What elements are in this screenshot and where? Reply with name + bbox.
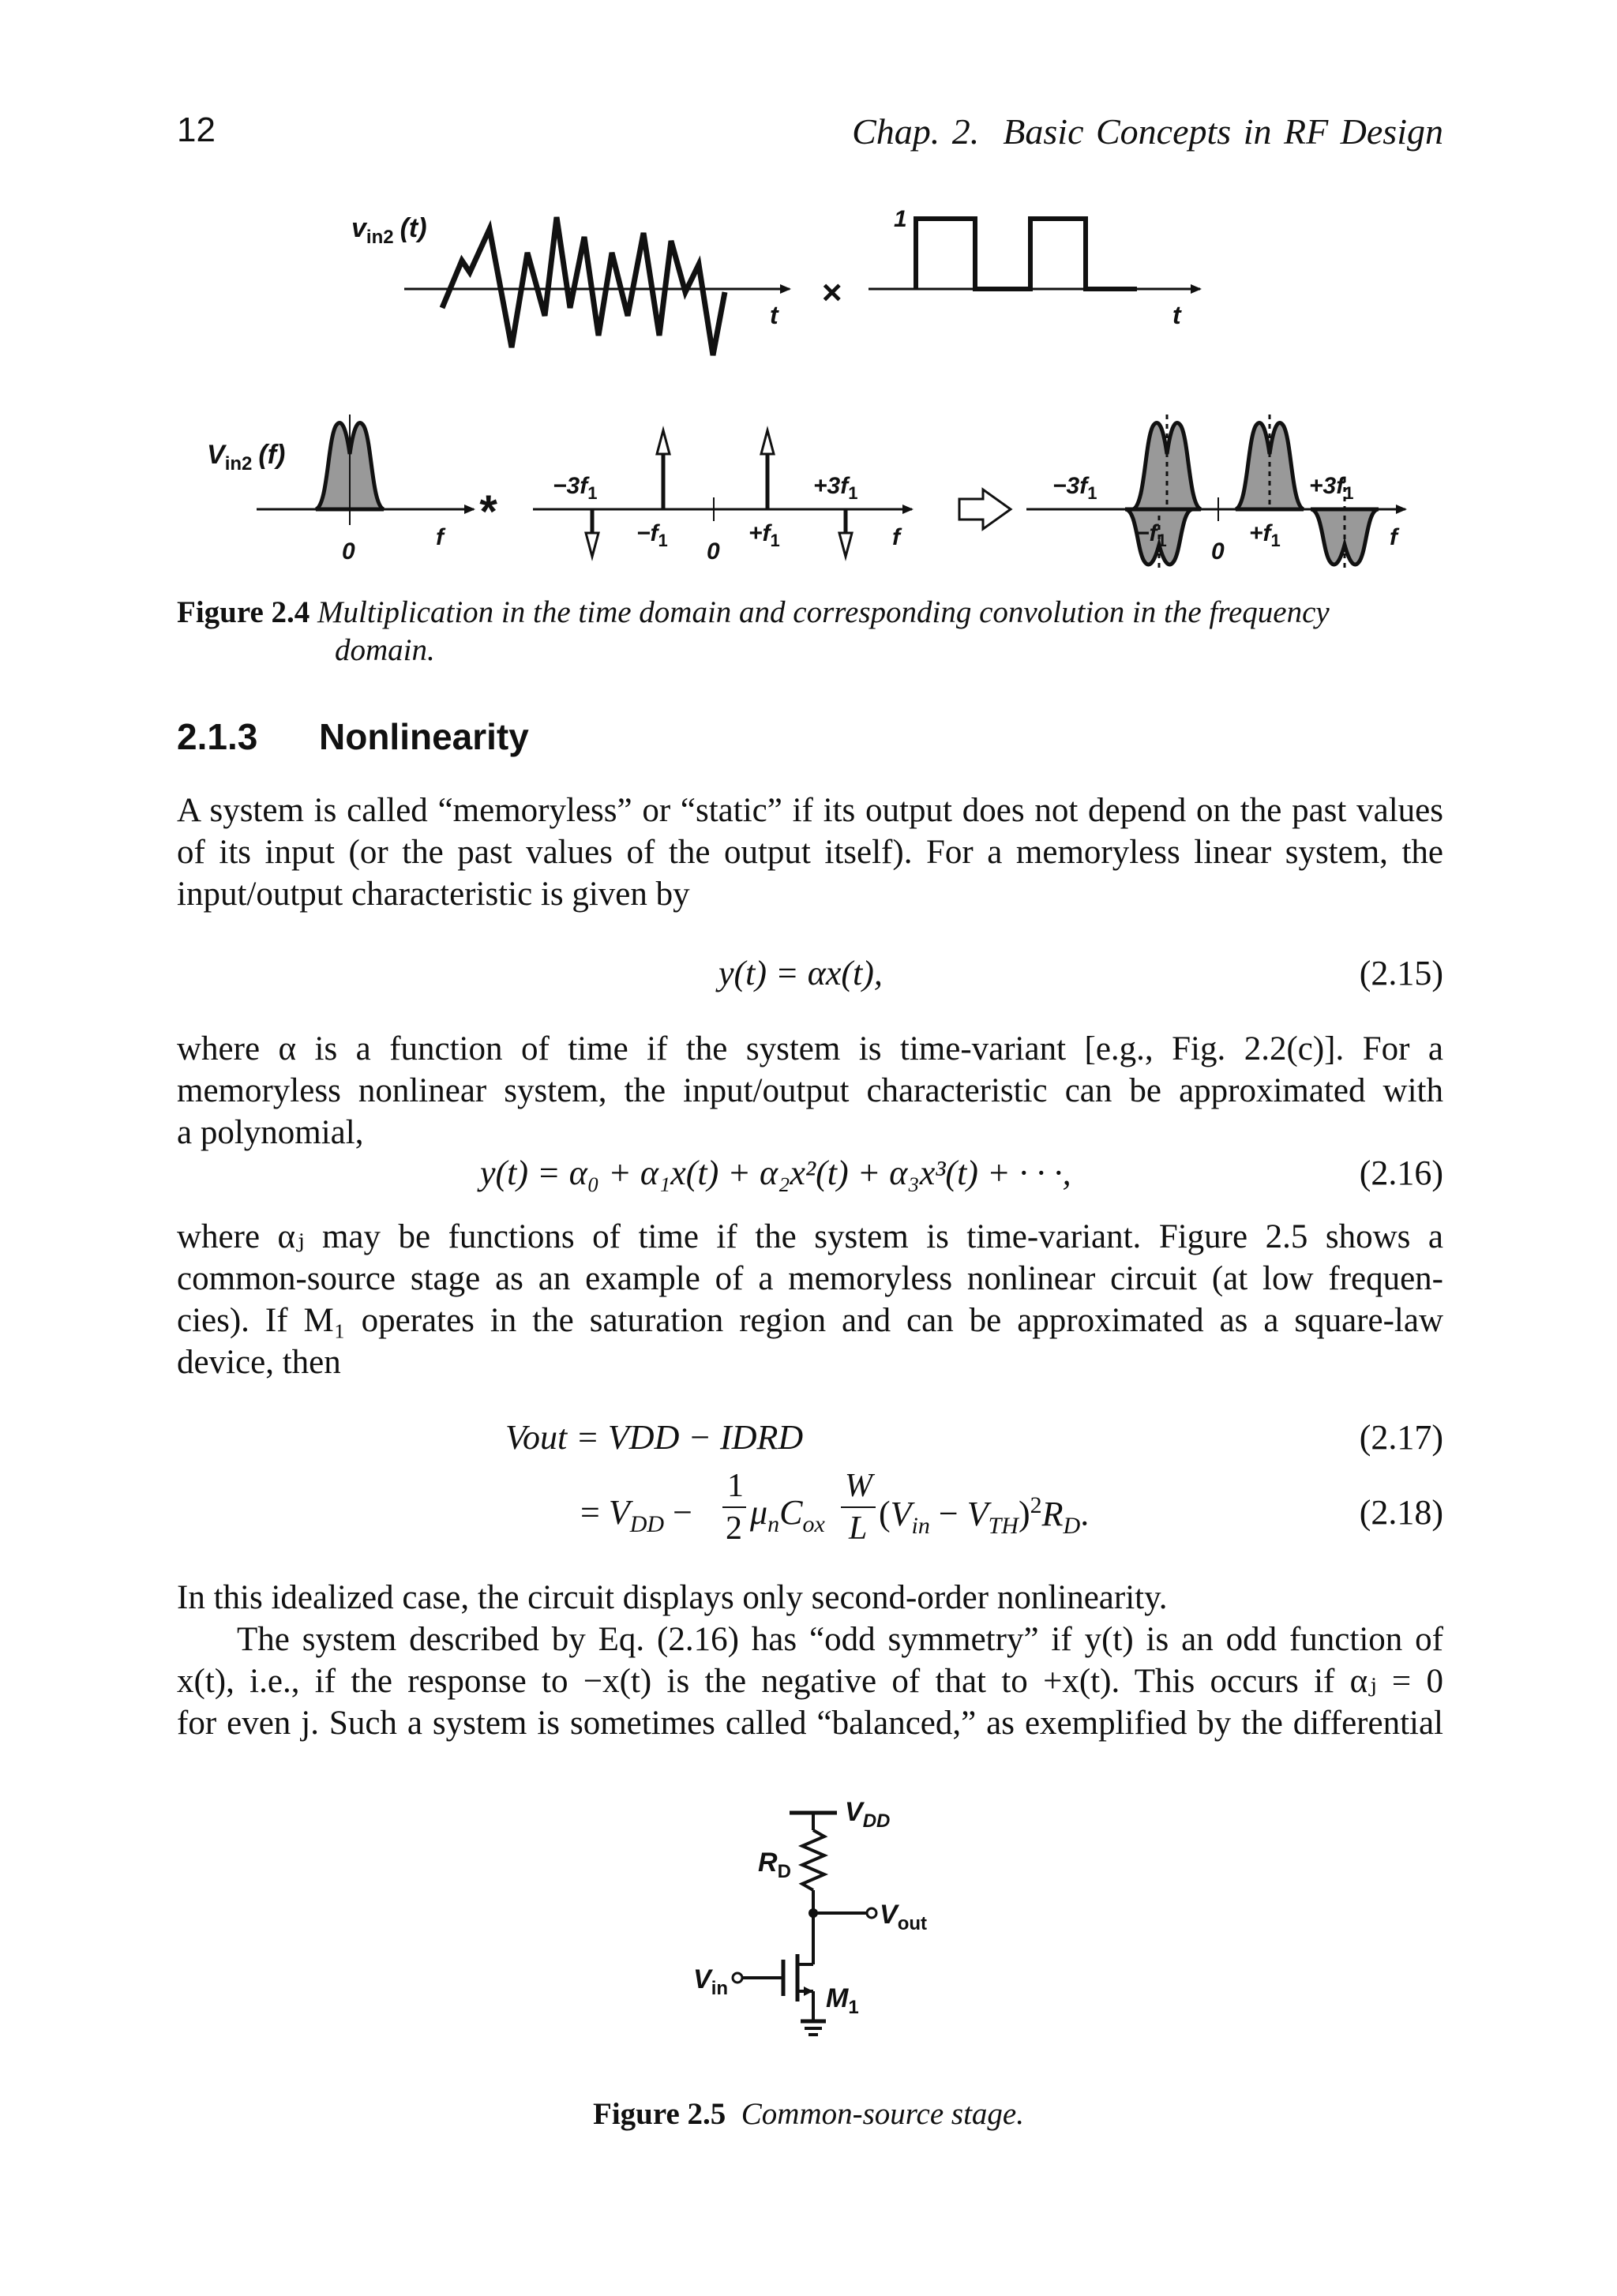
minus-3f1-label-2: $-3f_1$ — [1052, 473, 1097, 503]
paragraph-5-line-1: The system described by Eq. (2.16) has “odd symmetry” if y(t) is an odd function of — [237, 1621, 1443, 1658]
plus-3f1-label-1: $+3f_1$ — [813, 473, 858, 503]
figure-2-5-label: Figure 2.5 — [593, 2097, 726, 2131]
paragraph-2-line-2: memoryless nonlinear system, the input/output characteristic can be approximated with — [177, 1072, 1443, 1109]
paragraph-3 — [177, 1216, 1443, 1383]
page-number: 12 — [177, 111, 216, 149]
equation-2-18: = $V_{DD}$ − 1 2 $\mu_nC_{ox}$ W L $(V_{in} - V_{TH})^2R_D$. — [580, 1468, 1090, 1547]
section-title: Nonlinearity — [319, 716, 529, 757]
equation-2-16: y(t) = α₀ + α₁x(t) + α₂x²(t) + α₃x³(t) + · · ·, — [480, 1154, 1071, 1192]
vin2-f-label: $V_{in2}$ (f) — [207, 440, 286, 475]
zero-label-2: 0 — [707, 538, 720, 565]
amplitude-one-label: 1 — [894, 206, 907, 232]
equation-2-17: Vout = VDD − IDRD — [505, 1418, 804, 1457]
paragraph-1 — [177, 790, 1443, 915]
multiply-sign: × — [821, 273, 842, 312]
paragraph-2-line-3: a polynomial, — [177, 1114, 364, 1151]
figure-2-4-diagram — [0, 189, 1617, 600]
m1-label: $M_1$ — [826, 1983, 859, 2018]
paragraph-1-line-3: input/output characteristic is given by — [177, 876, 690, 913]
paragraph-5 — [177, 1619, 1443, 1744]
figure-2-5-caption — [0, 2096, 1617, 2132]
output-spectrum — [1026, 415, 1405, 572]
plus-f1-label-2: $+f_1$ — [1249, 520, 1281, 550]
paragraph-3-line-4: device, then — [177, 1344, 341, 1381]
equation-2-15: y(t) = αx(t), — [718, 954, 883, 992]
f-axis-label-2: f — [892, 524, 900, 550]
vin-label: $V_{in}$ — [693, 1964, 729, 1999]
section-heading — [177, 715, 529, 758]
paragraph-5-line-3: for even j. Such a system is sometimes called “balanced,” as exemplified by the differential — [177, 1705, 1443, 1742]
equation-2-18-number: (2.18) — [1359, 1493, 1443, 1532]
paragraph-4 — [177, 1577, 1443, 1619]
vout-terminal-icon — [867, 1908, 876, 1918]
input-spectrum — [207, 415, 474, 565]
figure-2-4-caption — [177, 594, 1443, 670]
time-domain-signal — [351, 213, 790, 355]
chapter-number: Chap. 2. — [852, 111, 980, 152]
figure-2-5-circuit — [679, 1784, 963, 2069]
zero-label-3: 0 — [1211, 538, 1225, 565]
zero-label-1: 0 — [342, 538, 355, 565]
paragraph-2-line-1: where α is a function of time if the system is time-variant [e.g., Fig. 2.2(c)]. For a — [177, 1030, 1443, 1067]
paragraph-5-line-2: x(t), i.e., if the response to −x(t) is the negative of that to +x(t). This occurs if αⱼ = 0 — [177, 1663, 1443, 1700]
figure-2-5-caption-text: Common-source stage. — [741, 2097, 1024, 2131]
vdd-label: $V_{DD}$ — [845, 1797, 891, 1832]
minus-3f1-label-1: $-3f_1$ — [553, 473, 598, 503]
convolution-sign: * — [478, 486, 496, 538]
equation-2-16-number: (2.16) — [1359, 1154, 1443, 1192]
figure-2-4-caption-line-1: Multiplication in the time domain and corresponding convolution in the frequency — [317, 595, 1330, 629]
figure-2-4-caption-line-2: domain. — [335, 633, 435, 667]
running-header — [852, 111, 1443, 152]
t-axis-label-2: t — [1172, 301, 1181, 329]
vin2-t-label: $v_{in2}$ (t) — [351, 213, 427, 248]
vout-label: $V_{out}$ — [880, 1900, 927, 1934]
resistor-icon — [802, 1830, 824, 1890]
vin-terminal-icon — [733, 1973, 742, 1983]
paragraph-2 — [177, 1028, 1443, 1154]
equation-2-15-number: (2.15) — [1359, 954, 1443, 992]
square-wave-signal — [869, 206, 1200, 329]
ground-icon — [801, 2021, 826, 2035]
f-axis-label-1: f — [436, 524, 444, 550]
equation-2-17-number: (2.17) — [1359, 1418, 1443, 1457]
paragraph-3-line-3: cies). If M₁ operates in the saturation region and can be approximated as a square-law — [177, 1302, 1443, 1339]
figure-2-4-label: Figure 2.4 — [177, 595, 310, 629]
paragraph-3-line-1: where αⱼ may be functions of time if the system is time-variant. Figure 2.5 shows a — [177, 1218, 1443, 1255]
plus-f1-label-1: $+f_1$ — [748, 520, 780, 550]
t-axis-label-1: t — [770, 301, 778, 329]
paragraph-1-line-2: of its input (or the past values of the output itself). For a memoryless linear system, the — [177, 834, 1443, 871]
implies-arrow-icon — [959, 490, 1011, 529]
rd-label: $R_D$ — [758, 1848, 791, 1882]
paragraph-1-line-1: A system is called “memoryless” or “static” if its output does not depend on the past values — [177, 792, 1443, 829]
paragraph-4-line-1: In this idealized case, the circuit displays only second-order nonlinearity. — [177, 1579, 1168, 1616]
section-number: 2.1.3 — [177, 716, 258, 757]
minus-f1-label-1: $-f_1$ — [636, 520, 668, 550]
chapter-title: Basic Concepts in RF Design — [1003, 111, 1443, 152]
f-axis-label-3: f — [1390, 524, 1398, 550]
square-wave-spectrum — [533, 430, 912, 565]
plus-3f1-label-2: $+3f_1$ — [1309, 473, 1354, 503]
paragraph-3-line-2: common-source stage as an example of a memoryless nonlinear circuit (at low frequen- — [177, 1260, 1443, 1297]
minus-f1-label-2: $-f_1$ — [1135, 520, 1167, 550]
